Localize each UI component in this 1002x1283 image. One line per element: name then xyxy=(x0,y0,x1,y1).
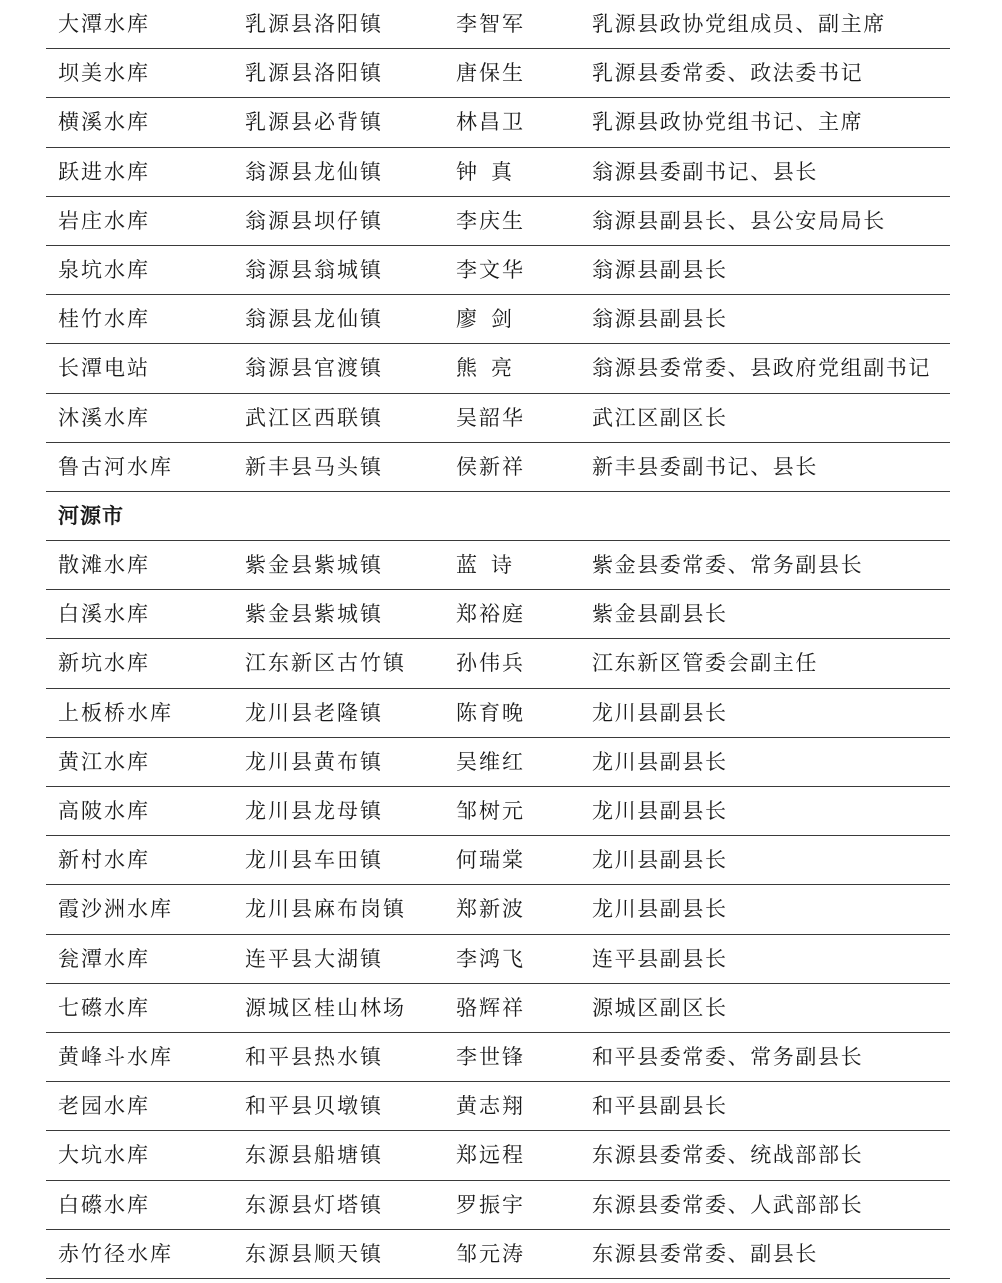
location-cell: 和平县贝墩镇 xyxy=(245,1094,383,1119)
location-cell: 和平县热水镇 xyxy=(245,1044,383,1069)
table-row xyxy=(46,344,950,393)
table-row xyxy=(46,98,950,147)
location-cell: 翁源县坝仔镇 xyxy=(245,208,383,233)
responsible-person-cell: 唐保生 xyxy=(456,61,525,86)
position-title-cell: 江东新区管委会副主任 xyxy=(592,651,818,676)
responsible-person-cell: 罗振宇 xyxy=(456,1192,525,1217)
location-cell: 连平县大湖镇 xyxy=(245,946,383,971)
position-title-cell: 和平县副县长 xyxy=(592,1094,728,1119)
location-cell: 龙川县黄布镇 xyxy=(245,749,383,774)
position-title-cell: 乳源县委常委、政法委书记 xyxy=(592,61,864,86)
table-row xyxy=(46,394,950,443)
table-row xyxy=(46,1131,950,1180)
reservoir-name-cell: 瓮潭水库 xyxy=(58,946,150,971)
reservoir-name-cell: 新村水库 xyxy=(58,848,150,873)
reservoir-name-cell: 黄峰斗水库 xyxy=(58,1044,173,1069)
reservoir-name-cell: 泉坑水库 xyxy=(58,257,150,282)
table-row xyxy=(46,1181,950,1230)
table-row xyxy=(46,0,950,49)
reservoir-name-cell: 老园水库 xyxy=(58,1094,150,1119)
table-row xyxy=(46,738,950,787)
responsible-person-cell: 蓝诗 xyxy=(456,553,526,578)
position-title-cell: 和平县委常委、常务副县长 xyxy=(592,1044,864,1069)
responsible-person-cell: 李鸿飞 xyxy=(456,946,525,971)
location-cell: 翁源县龙仙镇 xyxy=(245,307,383,332)
responsible-person-cell: 熊亮 xyxy=(456,356,526,381)
responsible-person-cell: 何瑞棠 xyxy=(456,848,525,873)
position-title-cell: 乳源县政协党组书记、主席 xyxy=(592,110,864,135)
position-title-cell: 东源县委常委、副县长 xyxy=(592,1241,818,1266)
location-cell: 武江区西联镇 xyxy=(245,405,383,430)
responsible-person-cell: 吴维红 xyxy=(456,749,525,774)
reservoir-name-cell: 大潭水库 xyxy=(58,12,150,36)
reservoir-name-cell: 桂竹水库 xyxy=(58,307,150,332)
position-title-cell: 龙川县副县长 xyxy=(592,848,728,873)
reservoir-name-cell: 横溪水库 xyxy=(58,110,150,135)
responsible-person-cell: 钟真 xyxy=(456,159,526,184)
table-row xyxy=(46,984,950,1033)
location-cell: 翁源县官渡镇 xyxy=(245,356,383,381)
reservoir-name-cell: 散滩水库 xyxy=(58,553,150,578)
table-row xyxy=(46,1033,950,1082)
responsible-person-cell: 陈育晚 xyxy=(456,700,525,725)
responsible-person-cell: 黄志翔 xyxy=(456,1094,525,1119)
position-title-cell: 翁源县副县长 xyxy=(592,257,728,282)
table-row xyxy=(46,639,950,688)
position-title-cell: 东源县委常委、统战部部长 xyxy=(592,1143,864,1168)
table-row xyxy=(46,295,950,344)
location-cell: 龙川县麻布岗镇 xyxy=(245,897,406,922)
reservoir-name-cell: 鲁古河水库 xyxy=(58,454,173,479)
position-title-cell: 新丰县委副书记、县长 xyxy=(592,454,818,479)
reservoir-name-cell: 大坑水库 xyxy=(58,1143,150,1168)
location-cell: 源城区桂山林场 xyxy=(245,995,406,1020)
position-title-cell: 源城区副区长 xyxy=(592,995,728,1020)
location-cell: 龙川县车田镇 xyxy=(245,848,383,873)
reservoir-name-cell: 七礤水库 xyxy=(58,995,150,1020)
responsible-person-cell: 郑裕庭 xyxy=(456,602,525,627)
responsible-person-cell: 林昌卫 xyxy=(456,110,525,135)
responsible-person-cell: 邹元涛 xyxy=(456,1241,525,1266)
reservoir-name-cell: 岩庄水库 xyxy=(58,208,150,233)
location-cell: 翁源县翁城镇 xyxy=(245,257,383,282)
reservoir-name-cell: 跃进水库 xyxy=(58,159,150,184)
reservoir-name-cell: 沐溪水库 xyxy=(58,405,150,430)
responsible-person-cell: 廖剑 xyxy=(456,307,526,332)
table-row xyxy=(46,836,950,885)
responsible-person-cell: 李智军 xyxy=(456,12,525,36)
reservoir-responsibility-table xyxy=(46,0,950,1279)
location-cell: 紫金县紫城镇 xyxy=(245,602,383,627)
position-title-cell: 翁源县副县长 xyxy=(592,307,728,332)
table-row xyxy=(46,1082,950,1131)
location-cell: 龙川县老隆镇 xyxy=(245,700,383,725)
position-title-cell: 乳源县政协党组成员、副主席 xyxy=(592,12,886,36)
table-row xyxy=(46,443,950,492)
reservoir-name-cell: 坝美水库 xyxy=(58,61,150,86)
responsible-person-cell: 郑新波 xyxy=(456,897,525,922)
section-label: 河源市 xyxy=(58,503,124,528)
table-row xyxy=(46,1230,950,1279)
section-header-row xyxy=(46,492,950,541)
table-row xyxy=(46,935,950,984)
reservoir-name-cell: 霞沙洲水库 xyxy=(58,897,173,922)
position-title-cell: 连平县副县长 xyxy=(592,946,728,971)
position-title-cell: 武江区副区长 xyxy=(592,405,728,430)
location-cell: 乳源县必背镇 xyxy=(245,110,383,135)
position-title-cell: 龙川县副县长 xyxy=(592,749,728,774)
responsible-person-cell: 孙伟兵 xyxy=(456,651,525,676)
position-title-cell: 翁源县委常委、县政府党组副书记 xyxy=(592,356,931,381)
position-title-cell: 龙川县副县长 xyxy=(592,897,728,922)
reservoir-name-cell: 长潭电站 xyxy=(58,356,150,381)
responsible-person-cell: 李庆生 xyxy=(456,208,525,233)
reservoir-name-cell: 高陂水库 xyxy=(58,799,150,823)
position-title-cell: 翁源县委副书记、县长 xyxy=(592,159,818,184)
table-row xyxy=(46,787,950,836)
position-title-cell: 东源县委常委、人武部部长 xyxy=(592,1192,864,1217)
location-cell: 龙川县龙母镇 xyxy=(245,799,383,823)
table-row xyxy=(46,197,950,246)
table-row xyxy=(46,689,950,738)
location-cell: 东源县灯塔镇 xyxy=(245,1192,383,1217)
location-cell: 东源县船塘镇 xyxy=(245,1143,383,1168)
table-row xyxy=(46,148,950,197)
location-cell: 翁源县龙仙镇 xyxy=(245,159,383,184)
location-cell: 新丰县马头镇 xyxy=(245,454,383,479)
position-title-cell: 龙川县副县长 xyxy=(592,700,728,725)
table-row xyxy=(46,246,950,295)
location-cell: 紫金县紫城镇 xyxy=(245,553,383,578)
responsible-person-cell: 吴韶华 xyxy=(456,405,525,430)
position-title-cell: 紫金县委常委、常务副县长 xyxy=(592,553,864,578)
responsible-person-cell: 侯新祥 xyxy=(456,454,525,479)
responsible-person-cell: 骆辉祥 xyxy=(456,995,525,1020)
reservoir-name-cell: 白溪水库 xyxy=(58,602,150,627)
reservoir-name-cell: 赤竹径水库 xyxy=(58,1241,173,1266)
responsible-person-cell: 李世锋 xyxy=(456,1044,525,1069)
position-title-cell: 龙川县副县长 xyxy=(592,799,728,823)
table-row xyxy=(46,590,950,639)
reservoir-name-cell: 上板桥水库 xyxy=(58,700,173,725)
reservoir-name-cell: 黄江水库 xyxy=(58,749,150,774)
position-title-cell: 翁源县副县长、县公安局局长 xyxy=(592,208,886,233)
responsible-person-cell: 郑远程 xyxy=(456,1143,525,1168)
reservoir-name-cell: 新坑水库 xyxy=(58,651,150,676)
location-cell: 东源县顺天镇 xyxy=(245,1241,383,1266)
location-cell: 乳源县洛阳镇 xyxy=(245,61,383,86)
responsible-person-cell: 李文华 xyxy=(456,257,525,282)
reservoir-name-cell: 白礤水库 xyxy=(58,1192,150,1217)
position-title-cell: 紫金县副县长 xyxy=(592,602,728,627)
responsible-person-cell: 邹树元 xyxy=(456,799,525,823)
location-cell: 乳源县洛阳镇 xyxy=(245,12,383,36)
location-cell: 江东新区古竹镇 xyxy=(245,651,406,676)
table-row xyxy=(46,885,950,934)
table-row xyxy=(46,49,950,98)
table-row xyxy=(46,541,950,590)
